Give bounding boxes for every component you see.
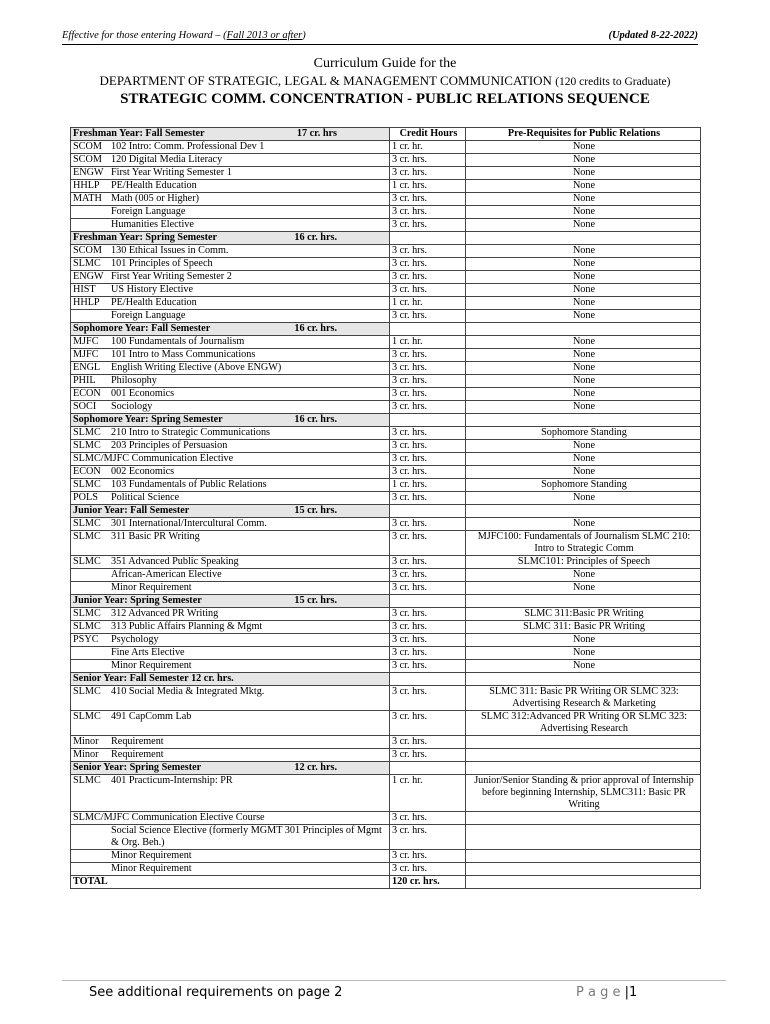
page-header [62, 28, 698, 45]
course-prereq: None [466, 141, 701, 154]
course-credits: 3 cr. hrs. [390, 850, 466, 863]
course-prereq: Junior/Senior Standing & prior approval of Internship before beginning Internship, SLMC311: Basic PR Writing [466, 775, 701, 812]
course-credits: 1 cr. hrs. [390, 180, 466, 193]
course-row [71, 749, 701, 762]
course-name: Foreign Language [71, 206, 390, 219]
course-row [71, 775, 701, 812]
header-blank [390, 414, 466, 427]
course-name: SLMC 401 Practicum-Internship: PR [71, 775, 390, 812]
total-blank [466, 876, 701, 889]
course-credits: 3 cr. hrs. [390, 219, 466, 232]
course-credits: 3 cr. hrs. [390, 647, 466, 660]
course-row [71, 362, 701, 375]
course-prereq: None [466, 258, 701, 271]
semester-title: Senior Year: Fall Semester 12 cr. hrs. [71, 673, 390, 686]
credit-hours-header: Credit Hours [390, 128, 466, 141]
course-prereq: None [466, 349, 701, 362]
course-prereq: None [466, 180, 701, 193]
course-prereq: None [466, 634, 701, 647]
course-name: SLMC 101 Principles of Speech [71, 258, 390, 271]
page-number: P a g e |1 [576, 985, 638, 1000]
course-prereq: SLMC 311: Basic PR Writing OR SLMC 323: Advertising Research & Marketing [466, 686, 701, 711]
course-row [71, 245, 701, 258]
course-row [71, 167, 701, 180]
course-credits: 3 cr. hrs. [390, 582, 466, 595]
course-prereq: None [466, 245, 701, 258]
course-name: Minor Requirement [71, 582, 390, 595]
title-line-1: Curriculum Guide for the [313, 56, 457, 71]
semester-header [71, 673, 701, 686]
course-prereq: None [466, 219, 701, 232]
course-row [71, 582, 701, 595]
course-name: MJFC 100 Fundamentals of Journalism [71, 336, 390, 349]
course-row [71, 850, 701, 863]
total-credits: 120 cr. hrs. [390, 876, 466, 889]
course-credits: 3 cr. hrs. [390, 863, 466, 876]
course-credits: 3 cr. hrs. [390, 167, 466, 180]
course-name: PSYC Psychology [71, 634, 390, 647]
course-row [71, 310, 701, 323]
course-prereq: None [466, 647, 701, 660]
course-credits: 3 cr. hrs. [390, 375, 466, 388]
course-prereq: None [466, 582, 701, 595]
course-name: ENGW First Year Writing Semester 1 [71, 167, 390, 180]
semester-header [71, 414, 701, 427]
header-blank [466, 595, 701, 608]
course-prereq [466, 850, 701, 863]
semester-header [71, 323, 701, 336]
course-name: SLMC 410 Social Media & Integrated Mktg. [71, 686, 390, 711]
course-credits: 3 cr. hrs. [390, 154, 466, 167]
course-row [71, 284, 701, 297]
header-blank [390, 673, 466, 686]
course-row [71, 206, 701, 219]
semester-header [71, 232, 701, 245]
course-credits: 3 cr. hrs. [390, 271, 466, 284]
course-credits: 3 cr. hrs. [390, 621, 466, 634]
updated-date: (Updated 8-22-2022) [608, 30, 698, 41]
course-row [71, 556, 701, 569]
course-credits: 3 cr. hrs. [390, 453, 466, 466]
course-row [71, 492, 701, 505]
course-name: SLMC 210 Intro to Strategic Communications [71, 427, 390, 440]
course-row [71, 660, 701, 673]
footer-divider [62, 980, 726, 981]
course-name: MATH Math (005 or Higher) [71, 193, 390, 206]
course-row [71, 621, 701, 634]
header-blank [390, 505, 466, 518]
course-credits: 3 cr. hrs. [390, 427, 466, 440]
course-credits: 3 cr. hrs. [390, 245, 466, 258]
course-row [71, 736, 701, 749]
course-prereq: None [466, 167, 701, 180]
course-name: Minor Requirement [71, 863, 390, 876]
course-prereq: MJFC100: Fundamentals of Journalism SLMC 210: Intro to Strategic Comm [466, 531, 701, 556]
course-name: SLMC 491 CapComm Lab [71, 711, 390, 736]
course-row [71, 634, 701, 647]
course-row [71, 466, 701, 479]
course-credits: 3 cr. hrs. [390, 686, 466, 711]
course-name: SOCI Sociology [71, 401, 390, 414]
course-prereq: None [466, 375, 701, 388]
course-name: HIST US History Elective [71, 284, 390, 297]
course-name: Humanities Elective [71, 219, 390, 232]
course-row [71, 531, 701, 556]
course-name: ECON 002 Economics [71, 466, 390, 479]
course-name: Minor Requirement [71, 850, 390, 863]
course-credits: 1 cr. hr. [390, 336, 466, 349]
header-blank [466, 505, 701, 518]
course-prereq: None [466, 362, 701, 375]
course-name: SLMC 313 Public Affairs Planning & Mgmt [71, 621, 390, 634]
course-name: African-American Elective [71, 569, 390, 582]
course-credits: 3 cr. hrs. [390, 466, 466, 479]
course-prereq: SLMC101: Principles of Speech [466, 556, 701, 569]
course-credits: 3 cr. hrs. [390, 749, 466, 762]
course-prereq: None [466, 271, 701, 284]
course-name: SCOM 120 Digital Media Literacy [71, 154, 390, 167]
course-prereq: None [466, 284, 701, 297]
course-name: HHLP PE/Health Education [71, 180, 390, 193]
course-row [71, 154, 701, 167]
course-name: SLMC 301 International/Intercultural Comm. [71, 518, 390, 531]
course-row [71, 812, 701, 825]
course-row [71, 401, 701, 414]
course-prereq [466, 863, 701, 876]
course-name: Fine Arts Elective [71, 647, 390, 660]
course-name: Social Science Elective (formerly MGMT 301 Principles of Mgmt & Org. Beh.) [71, 825, 390, 850]
course-credits: 3 cr. hrs. [390, 556, 466, 569]
semester-title: 16 cr. hrs. Sophomore Year: Fall Semester [71, 323, 390, 336]
course-credits: 3 cr. hrs. [390, 812, 466, 825]
course-prereq: None [466, 492, 701, 505]
course-credits: 1 cr. hrs. [390, 479, 466, 492]
header-blank [466, 232, 701, 245]
course-row [71, 711, 701, 736]
effective-term-link: Fall 2013 or after [226, 30, 303, 41]
semester-title: 12 cr. hrs. Senior Year: Spring Semester [71, 762, 390, 775]
effective-note: Effective for those entering Howard – (Fall 2013 or after) [62, 30, 306, 41]
course-credits: 1 cr. hr. [390, 775, 466, 812]
footer-note: See additional requirements on page 2 [89, 985, 343, 1000]
course-row [71, 427, 701, 440]
header-blank [466, 323, 701, 336]
course-row [71, 219, 701, 232]
course-prereq: None [466, 154, 701, 167]
course-credits: 3 cr. hrs. [390, 660, 466, 673]
course-prereq: None [466, 518, 701, 531]
semester-title: 16 cr. hrs. Freshman Year: Spring Semester [71, 232, 390, 245]
course-prereq [466, 825, 701, 850]
course-row [71, 141, 701, 154]
course-row [71, 825, 701, 850]
course-row [71, 453, 701, 466]
course-row [71, 388, 701, 401]
course-credits: 3 cr. hrs. [390, 825, 466, 850]
course-name: SCOM 130 Ethical Issues in Comm. [71, 245, 390, 258]
course-prereq: Sophomore Standing [466, 479, 701, 492]
course-credits: 3 cr. hrs. [390, 193, 466, 206]
course-credits: 3 cr. hrs. [390, 349, 466, 362]
course-name: POLS Political Science [71, 492, 390, 505]
course-row [71, 647, 701, 660]
course-prereq: SLMC 312:Advanced PR Writing OR SLMC 323: Advertising Research [466, 711, 701, 736]
course-row [71, 349, 701, 362]
semester-title: 16 cr. hrs. Sophomore Year: Spring Semester [71, 414, 390, 427]
course-prereq: Sophomore Standing [466, 427, 701, 440]
course-credits: 3 cr. hrs. [390, 492, 466, 505]
course-row [71, 271, 701, 284]
semester-header [71, 505, 701, 518]
course-prereq [466, 812, 701, 825]
course-name: SLMC 311 Basic PR Writing [71, 531, 390, 556]
course-credits: 1 cr. hr. [390, 297, 466, 310]
course-credits: 3 cr. hrs. [390, 634, 466, 647]
course-credits: 1 cr. hr. [390, 141, 466, 154]
course-prereq: None [466, 466, 701, 479]
course-row [71, 518, 701, 531]
course-prereq [466, 749, 701, 762]
course-name: HHLP PE/Health Education [71, 297, 390, 310]
course-prereq [466, 736, 701, 749]
course-prereq: None [466, 453, 701, 466]
course-prereq: None [466, 310, 701, 323]
course-name: SLMC/MJFC Communication Elective [71, 453, 390, 466]
course-name: Minor Requirement [71, 660, 390, 673]
course-credits: 3 cr. hrs. [390, 440, 466, 453]
course-name: ENGW First Year Writing Semester 2 [71, 271, 390, 284]
course-name: SCOM 102 Intro: Comm. Professional Dev 1 [71, 141, 390, 154]
course-name: SLMC 203 Principles of Persuasion [71, 440, 390, 453]
course-prereq: None [466, 297, 701, 310]
course-name: Foreign Language [71, 310, 390, 323]
semester-title: 17 cr. hrs Freshman Year: Fall Semester [71, 128, 390, 141]
semester-title: 15 cr. hrs. Junior Year: Fall Semester [71, 505, 390, 518]
course-credits: 3 cr. hrs. [390, 284, 466, 297]
course-credits: 3 cr. hrs. [390, 310, 466, 323]
course-row [71, 336, 701, 349]
course-credits: 3 cr. hrs. [390, 206, 466, 219]
course-prereq: None [466, 401, 701, 414]
header-blank [390, 323, 466, 336]
course-row [71, 608, 701, 621]
course-row [71, 258, 701, 271]
course-prereq: None [466, 193, 701, 206]
semester-header [71, 128, 701, 141]
semester-header [71, 595, 701, 608]
prereq-header: Pre-Requisites for Public Relations [466, 128, 701, 141]
course-name: SLMC 312 Advanced PR Writing [71, 608, 390, 621]
course-row [71, 193, 701, 206]
course-prereq: SLMC 311: Basic PR Writing [466, 621, 701, 634]
course-name: PHIL Philosophy [71, 375, 390, 388]
course-name: ENGL English Writing Elective (Above ENGW) [71, 362, 390, 375]
course-prereq: None [466, 336, 701, 349]
title-line-2: DEPARTMENT OF STRATEGIC, LEGAL & MANAGEMENT COMMUNICATION (120 credits to Graduate) [99, 73, 671, 88]
course-prereq: None [466, 206, 701, 219]
header-blank [390, 595, 466, 608]
course-credits: 3 cr. hrs. [390, 362, 466, 375]
course-row [71, 479, 701, 492]
course-name: SLMC 351 Advanced Public Speaking [71, 556, 390, 569]
course-row [71, 569, 701, 582]
course-row [71, 686, 701, 711]
header-blank [390, 762, 466, 775]
course-prereq: None [466, 660, 701, 673]
course-credits: 3 cr. hrs. [390, 608, 466, 621]
course-name: Minor Requirement [71, 749, 390, 762]
curriculum-table [70, 127, 701, 889]
total-row [71, 876, 701, 889]
course-name: SLMC/MJFC Communication Elective Course [71, 812, 390, 825]
course-name: Minor Requirement [71, 736, 390, 749]
course-credits: 3 cr. hrs. [390, 736, 466, 749]
course-row [71, 180, 701, 193]
course-credits: 3 cr. hrs. [390, 388, 466, 401]
course-prereq: None [466, 388, 701, 401]
course-credits: 3 cr. hrs. [390, 518, 466, 531]
course-prereq: SLMC 311:Basic PR Writing [466, 608, 701, 621]
course-row [71, 863, 701, 876]
semester-header [71, 762, 701, 775]
course-row [71, 440, 701, 453]
header-blank [390, 232, 466, 245]
course-prereq: None [466, 440, 701, 453]
course-credits: 3 cr. hrs. [390, 258, 466, 271]
course-prereq: None [466, 569, 701, 582]
course-credits: 3 cr. hrs. [390, 531, 466, 556]
header-blank [466, 414, 701, 427]
course-credits: 3 cr. hrs. [390, 401, 466, 414]
course-row [71, 297, 701, 310]
course-name: ECON 001 Economics [71, 388, 390, 401]
semester-title: 15 cr. hrs. Junior Year: Spring Semester [71, 595, 390, 608]
course-row [71, 375, 701, 388]
course-name: SLMC 103 Fundamentals of Public Relations [71, 479, 390, 492]
header-blank [466, 673, 701, 686]
header-blank [466, 762, 701, 775]
course-name: MJFC 101 Intro to Mass Communications [71, 349, 390, 362]
total-label: TOTAL [71, 876, 390, 889]
title-line-3: STRATEGIC COMM. CONCENTRATION - PUBLIC RELATIONS SEQUENCE [120, 91, 650, 107]
course-credits: 3 cr. hrs. [390, 711, 466, 736]
course-credits: 3 cr. hrs. [390, 569, 466, 582]
